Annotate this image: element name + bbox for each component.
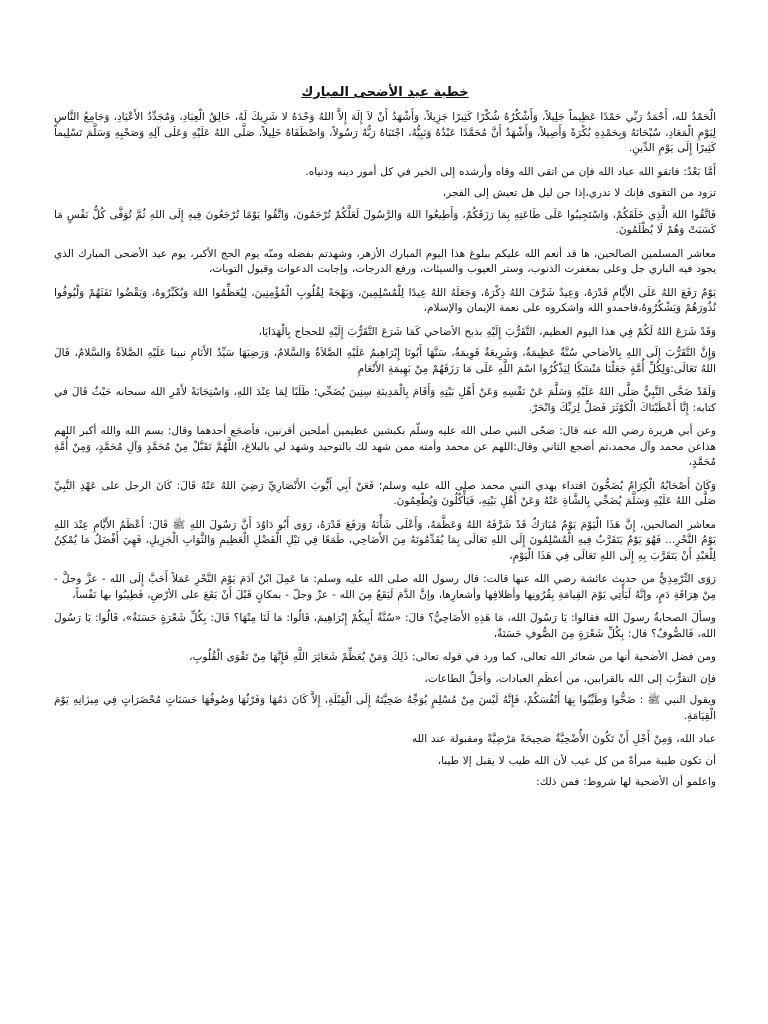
paragraph-prophet-sacrificed: وَلَقَدْ ضَحَّى النَّبِيُّ صَلَّى اللهُ عَلَيْهِ وَسَلَّمَ عَنْ نَفْسِهِ وَعَنْ أَهْلِ بَيْتِهِ وَأَقَامَ بِالْمَدِينَةِ سِنِينَ يُضَحِّي؛ طَلَبًا لِمَا عِنْدَ اللهِ، وَاسْتِجَابَةً لأَمْرِ الله سبحانه حَيْثُ قَالَ في كتابه: إِنَّا أَعْطَيْنَاكَ الْكَوْثَرَ فَصَلِّ لِرَبِّكَ وَانْحَرْ. [54, 386, 716, 414]
paragraph-verse-line: تزود من التقوى فإنك لا تدري،إذا جن ليل هل تعيش إلى الفجر، [442, 187, 716, 199]
paragraph-sacrifice-legislated: وَقَدْ شَرَعَ اللهُ لَكُمْ فِي هذا اليوم العظيم، التَّقَرُّبَ إِلَيْهِ بذبح الأضاحي كَمَا شَرَعَ التَّقَرُّبَ إِلَيْهِ للحجاج بِالْهَدَايَا، [258, 325, 716, 338]
paragraph-accepted: عباد الله، وَمِنْ أَجْلِ أَنْ تَكُونَ الأُضْحِيَّةُ صَحِيحَةً مَرْضِيَّةً ومقبولة عند الله [411, 733, 716, 745]
paragraph-amma-baad: أَمَّا بَعْدُ: فاتقو الله عباد الله فإن من اتقى الله وقاه وأرشده إلى الخير في كل أمور دينه ودنياه. [305, 165, 716, 178]
document-title: خطبة عيد الأضحى المبارك [301, 85, 469, 100]
paragraph-shaair: ومن فضل الأضحية أنها من شعائر الله تعالى، كما ورد في قوله تعالى: ذَلِكَ وَمَنْ يُعَظِّمْ شَعَائِرَ اللَّهِ فَإِنَّهَا مِنْ تَقْوَى الْقُلُوبِ، [189, 651, 716, 663]
paragraph-companions: وَكَانَ أَصْحَابُهُ الْكِرَامُ يُضَحُّونَ اقتداء بهدي النبي محمد صلى الله عليه وسلم؛ فَعَنْ أَبِي أَيُّوبَ الأَنْصَارِيِّ رَضِيَ اللهُ عَنْهُ قَالَ: كَانَ الرجل على عَهْدِ النَّبِيِّ صَلَّى اللهُ عَلَيْهِ وَسَلَّمَ يُضَحِّي بِالشَّاةِ عَنْهُ وَعَنْ أَهْلِ بَيْتِهِ، فَيَأْكُلُونَ وَيُطْعِمُونَ. [54, 479, 716, 507]
paragraph-tirmidhi-hadith: رَوَى التِّرْمِذِيُّ من حديث عائشة رضي الله عنها قالت: قال رسول الله صلى الله عليه وسلم: مَا عَمِلَ ابْنُ آدَمَ يَوْمَ النَّحْرِ عَمَلاً أَحَبَّ إِلَى الله - عزَّ وجلَّ - مِنْ هِرَاقَةِ دَمٍ، وإنَّهُ لَيَأْتِي يَوْمَ القِيامَةِ بِقُرُونِها وأظلافِها وأشعارِها، وإنَّ الدَّمَ لَيَقَعُ مِنَ الله - عزّ وجلّ - بمكانٍ قَبْلَ أَنْ يَقَعَ على الأرْضِ، فَطِيبُوا بها نَفْساً، [54, 573, 716, 601]
paragraph-free-of-defect: أن تكون طيبة مبرأةً من كل عيب لأن الله طيب لا يقبل إلا طيبا، [437, 754, 716, 767]
paragraph-eid-day: معاشر المسلمين الصالحين، ها قد أنعم الله عليكم ببلوغ هذا اليوم المبارك الأزهر، وشهدتم بفضله ومنّه يوم الحج الأكبر، يوم عيد الأضحى المبارك الذي يجود فيه الباري جل وعلى بمغفرت الذنوب، وستر العيوب والسيئات، ورفع الدرجات، وإجابت الدعوات وقبول التوبات، [54, 247, 716, 275]
paragraph-qibla-hadith: ويقول النبي ﷺ : ضَحُّوا وَطَيِّبُوا بِهَا أَنْفُسَكُمْ، فَإِنَّهُ لَيْسَ مِنْ مُسْلِمٍ يُوَجِّهُ ضَحِيَّتَهُ إِلَى الْقِبْلَةِ، إِلاَّ كَانَ دَمُهَا وَفَرْثُهَا وَصُوفُهَا حَسَنَاتٍ مُحْضَرَاتٍ فِي مِيزَانِهِ يَوْمَ الْقِيَامَةِ. [54, 694, 716, 722]
paragraph-sunnah-ibrahim: وَإِنَّ التَّقَرُّبَ إِلَى اللهِ بِالأضاحي سُنَّةٌ عَظِيمَةٌ، وَشَرِيعَةٌ قَوِيمَةٌ، سَنَّهَا أَبُونَا إِبْرَاهِيمُ عَلَيْهِ الصَّلاَةُ وَالسَّلامُ، وَرَضِيَهَا سَيِّدُ الأَنَامِ نبينا عَلَيْهِ الصَّلاَةُ وَالسَّلامُ، قَالَ اللهُ تَعَالَى:وَلِكُلِّ أُمَّةٍ جَعَلْنَا مَنْسَكًا لِيَذْكُرُوا اسْمَ اللَّهِ عَلَى مَا رَزَقَهُمْ مِنْ بَهِيمَةِ الأَنْعَامِ [54, 347, 716, 375]
paragraph-qurban: فإن التقرُّبَ إلى الله بالقرابين، من أعظَمِ العبادات، وأجَلِّ الطاعات، [424, 672, 716, 685]
paragraph-abu-hurayra-hadith: وعن أبي هريرة رضي الله عنه قال: ضحّى النبي صلى الله عليه وسلّم بكبشين عظيمين أملحين أقرنين، فأضجَع أحدهما وقال: بسم الله والله أكبر اللهم هذاعن محمد وآل محمد،ثم أضجع الثاني وقال:اللهم عن محمد وأمته ممن شهد لك بالتوحيد وشهد لي بالبلاغ، اللَّهُمَّ تَقَبَّلْ مِنْ مُحَمَّدٍ وَآلِ مُحَمَّدٍ، وَمِنْ أُمَّةِ مُحَمَّدٍ، [54, 425, 716, 468]
paragraph-taqwa: فَاتَّقُوا اللهَ الَّذِي خَلَقَكُمْ، وَاسْتَجِيبُوا عَلَى طَاعَتِهِ بِمَا رَزَقَكُمْ، وَأَطِيعُوا اللهَ وَالرَّسُولَ لَعَلَّكُمْ تُرْحَمُونَ، وَاتَّقُوا يَوْمًا تُرْجَعُونَ فِيهِ إِلَى اللهِ ثُمَّ تُوَفَّى كُلُّ نَفْسٍ مَا كَسَبَتْ وَهُمْ لَا يُظْلَمُونَ. [54, 208, 716, 236]
paragraph-conditions: واعلمو أن الأضحية لها شروط: فمن ذلك: [536, 776, 716, 788]
paragraph-day-exalted: يَوْمٌ رَفَعَ اللهُ عَلَى الأَيَّامِ قَدْرَهُ، وَعِيدٌ شَرَّفَ اللهُ ذِكْرَهُ، وَجَعَلَهُ اللهُ عِيدًا لِلْمُسْلِمِينَ، وَبَهْجَةً لِقُلُوبِ الْمُؤْمِنِينَ، لِيُعَظِّمُوا اللهَ وَيُكَبِّرُوهُ، وَيَقْضُوا تَفَثَهُمْ وَلْيُوفُوا نُذُورَهُمْ وَيَشْكُرُوهُ،فاحمدو الله واشكروه على نعمة الإيمان والإسلام، [54, 286, 716, 314]
paragraph-day-of-nahr: معاشر الصالحين، إِنَّ هَذَا الْيَوْمَ يَوْمٌ مُبَارَكٌ قَدْ شَرَّفَهُ اللهُ وَعَظَّمَهُ، وَأَعْلَى شَأْنَهُ وَرَفَعَ قَدْرَهُ، رَوَى أَبُو دَاوُدَ أَنَّ رَسُولَ اللهِ ﷺ قَالَ: أَعْظَمُ الأَيَّامِ عِنْدَ اللهِ يَوْمُ النَّحْرِ... فَهُوَ يَوْمٌ يَتَقَرَّبُ فِيهِ الْمُسْلِمُونَ إِلَى اللهِ تَعَالَى بِمَا يُقَدِّمُونَهُ مِنَ الأَضَاحِي، طَمَعًا فِي نَيْلِ الْفَضْلِ الْعَظِيمِ وَالثَّوَابِ الْجَزِيلِ، فَهِيَ أَفْضَلُ مَا يُمْكِنُ لِلْعَبْدِ أَنْ يَتَقَرَّبَ بِهِ إِلَى اللهِ تَعَالَى فِي هَذَا الْيَوْمِ، [54, 518, 716, 562]
paragraph-opening-praise: الْحَمْدُ لله، أَحْمَدُ رَبِّي حَمْدًا عَظِيماً جَلِيلاً، وَأَشْكُرُهُ شُكْرًا كَثِيرًا جَزِيلاً، وَأَشْهَدُ أَنْ لاَ إِلَهَ إِلاَّ اللهُ وَحْدَهُ لا شَرِيكَ لَهُ، خَالِقُ الْعِبَادِ، وَمُجَدِّدُ الأَعْيَادِ، وَجَامِعُ النَّاسِ لِيَوْمِ الْمَعَادِ، سُبْحَانَهُ وَبِحَمْدِهِ بُكْرَةً وَأَصِيلاً، وَأَشْهَدُ أَنَّ مُحَمَّدًا عَبْدُهُ وَنَبِيُّهُ، اجْتَبَاهُ رَبُّهُ رَسُولاً، وَاصْطَفَاهُ خَلِيلاً، صَلَّى اللهُ عَلَيْهِ وَعَلَى آلِهِ وَصَحْبِهِ وَسَلَّمَ تَسْلِيماً كَثِيرًا إِلَى يَوْمِ الدِّينِ. [54, 111, 716, 154]
paragraph-companions-asked: وسألَ الصحابةُ رسولَ الله فقالوا: يَا رَسُولَ الله، مَا هَذِهِ الأَضَاحِيُّ؟ قالَ: «سُنَّةُ أَبِيكُمْ إِبْرَاهِيمَ، قَالُوا: مَا لَنَا مِنْهَا؟ قَالَ: بِكُلِّ شَعْرَةٍ حَسَنَةٌ»، قَالُوا: يَا رَسُولَ الله، فَالصُّوفُ؟ قال: بِكُلِّ شَعْرَةٍ مِنَ الصُّوفِ حَسَنَةٌ، [54, 612, 716, 640]
